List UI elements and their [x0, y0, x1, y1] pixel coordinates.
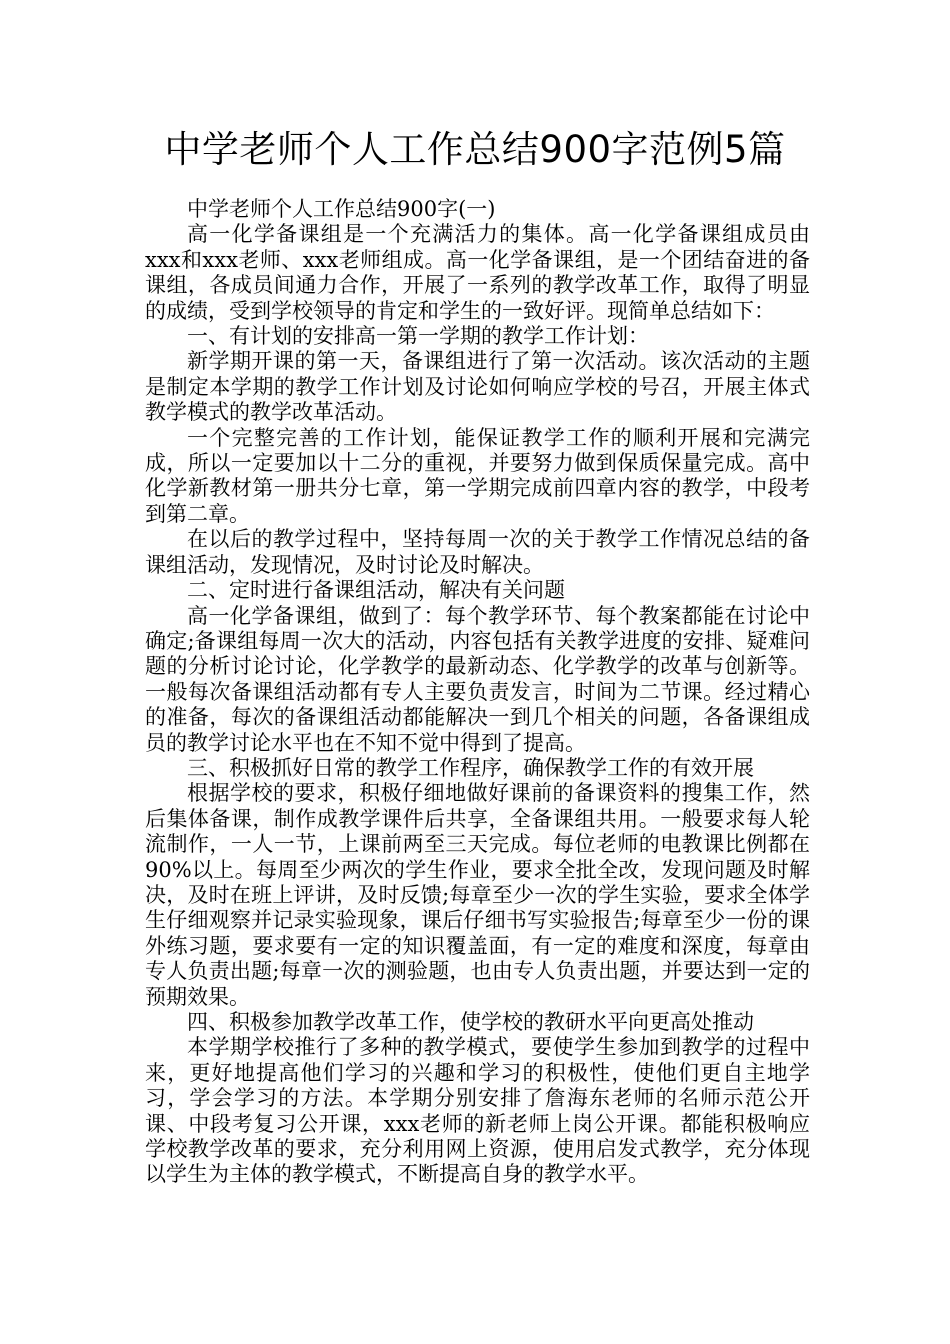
document-title: 中学老师个人工作总结900字范例5篇 — [164, 128, 786, 171]
paragraph: 一个完整完善的工作计划，能保证教学工作的顺利开展和完满完成，所以一定要加以十二分的重视，并要努力做到保质保量完成。高中化学新教材第一册共分七章，第一学期完成前四章内容的教学，中段考到第二章。 — [145, 425, 810, 526]
document-body — [145, 197, 810, 1188]
paragraph: 本学期学校推行了多种的教学模式，要使学生参加到教学的过程中来，更好地提高他们学习的兴趣和学习的积极性，使他们更自主地学习，学会学习的方法。本学期分别安排了詹海东老师的名师示范公开课、中段考复习公开课，xxx老师的新老师上岗公开课。都能积极响应学校教学改革的要求，充分利用网上资源，使用启发式教学，充分体现以学生为主体的教学模式，不断提高自身的教学水平。 — [145, 1035, 810, 1187]
paragraph: 高一化学备课组，做到了：每个教学环节、每个教案都能在讨论中确定;备课组每周一次大的活动，内容包括有关教学进度的安排、疑难问题的分析讨论讨论，化学教学的最新动态、化学教学的改革与创新等。一般每次备课组活动都有专人主要负责发言，时间为二节课。经过精心的准备，每次的备课组活动都能解决一到几个相关的问题，各备课组成员的教学讨论水平也在不知不觉中得到了提高。 — [145, 603, 810, 755]
section-heading-1: 一、有计划的安排高一第一学期的教学工作计划： — [187, 324, 649, 349]
paragraph: 新学期开课的第一天，备课组进行了第一次活动。该次活动的主题是制定本学期的教学工作计划及讨论如何响应学校的号召，开展主体式教学模式的教学改革活动。 — [145, 349, 810, 425]
section-heading-2: 二、定时进行备课组活动，解决有关问题 — [187, 578, 565, 603]
section-heading-3: 三、积极抓好日常的教学工作程序，确保教学工作的有效开展 — [187, 755, 754, 780]
paragraph-intro: 高一化学备课组是一个充满活力的集体。高一化学备课组成员由xxx和xxx老师、xxx老师组成。高一化学备课组，是一个团结奋进的备课组，各成员间通力合作，开展了一系列的教学改革工作，取得了明显的成绩，受到学校领导的肯定和学生的一致好评。现简单总结如下： — [145, 222, 810, 323]
paragraph: 在以后的教学过程中，坚持每周一次的关于教学工作情况总结的备课组活动，发现情况，及时讨论及时解决。 — [145, 527, 810, 577]
paragraph: 根据学校的要求，积极仔细地做好课前的备课资料的搜集工作，然后集体备课，制作成教学课件后共享，全备课组共用。一般要求每人轮流制作，一人一节，上课前两至三天完成。每位老师的电教课比例都在90%以上。每周至少两次的学生作业，要求全批全改，发现问题及时解决，及时在班上评讲，及时反馈;每章至少一次的学生实验，要求全体学生仔细观察并记录实验现象，课后仔细书写实验报告;每章至少一份的课外练习题，要求要有一定的知识覆盖面，有一定的难度和深度，每章由专人负责出题;每章一次的测验题，也由专人负责出题，并要达到一定的预期效果。 — [145, 781, 810, 1009]
section-heading-4: 四、积极参加教学改革工作，使学校的教研水平向更高处推动 — [187, 1010, 754, 1034]
paragraph-subtitle: 中学老师个人工作总结900字(一) — [187, 197, 496, 221]
